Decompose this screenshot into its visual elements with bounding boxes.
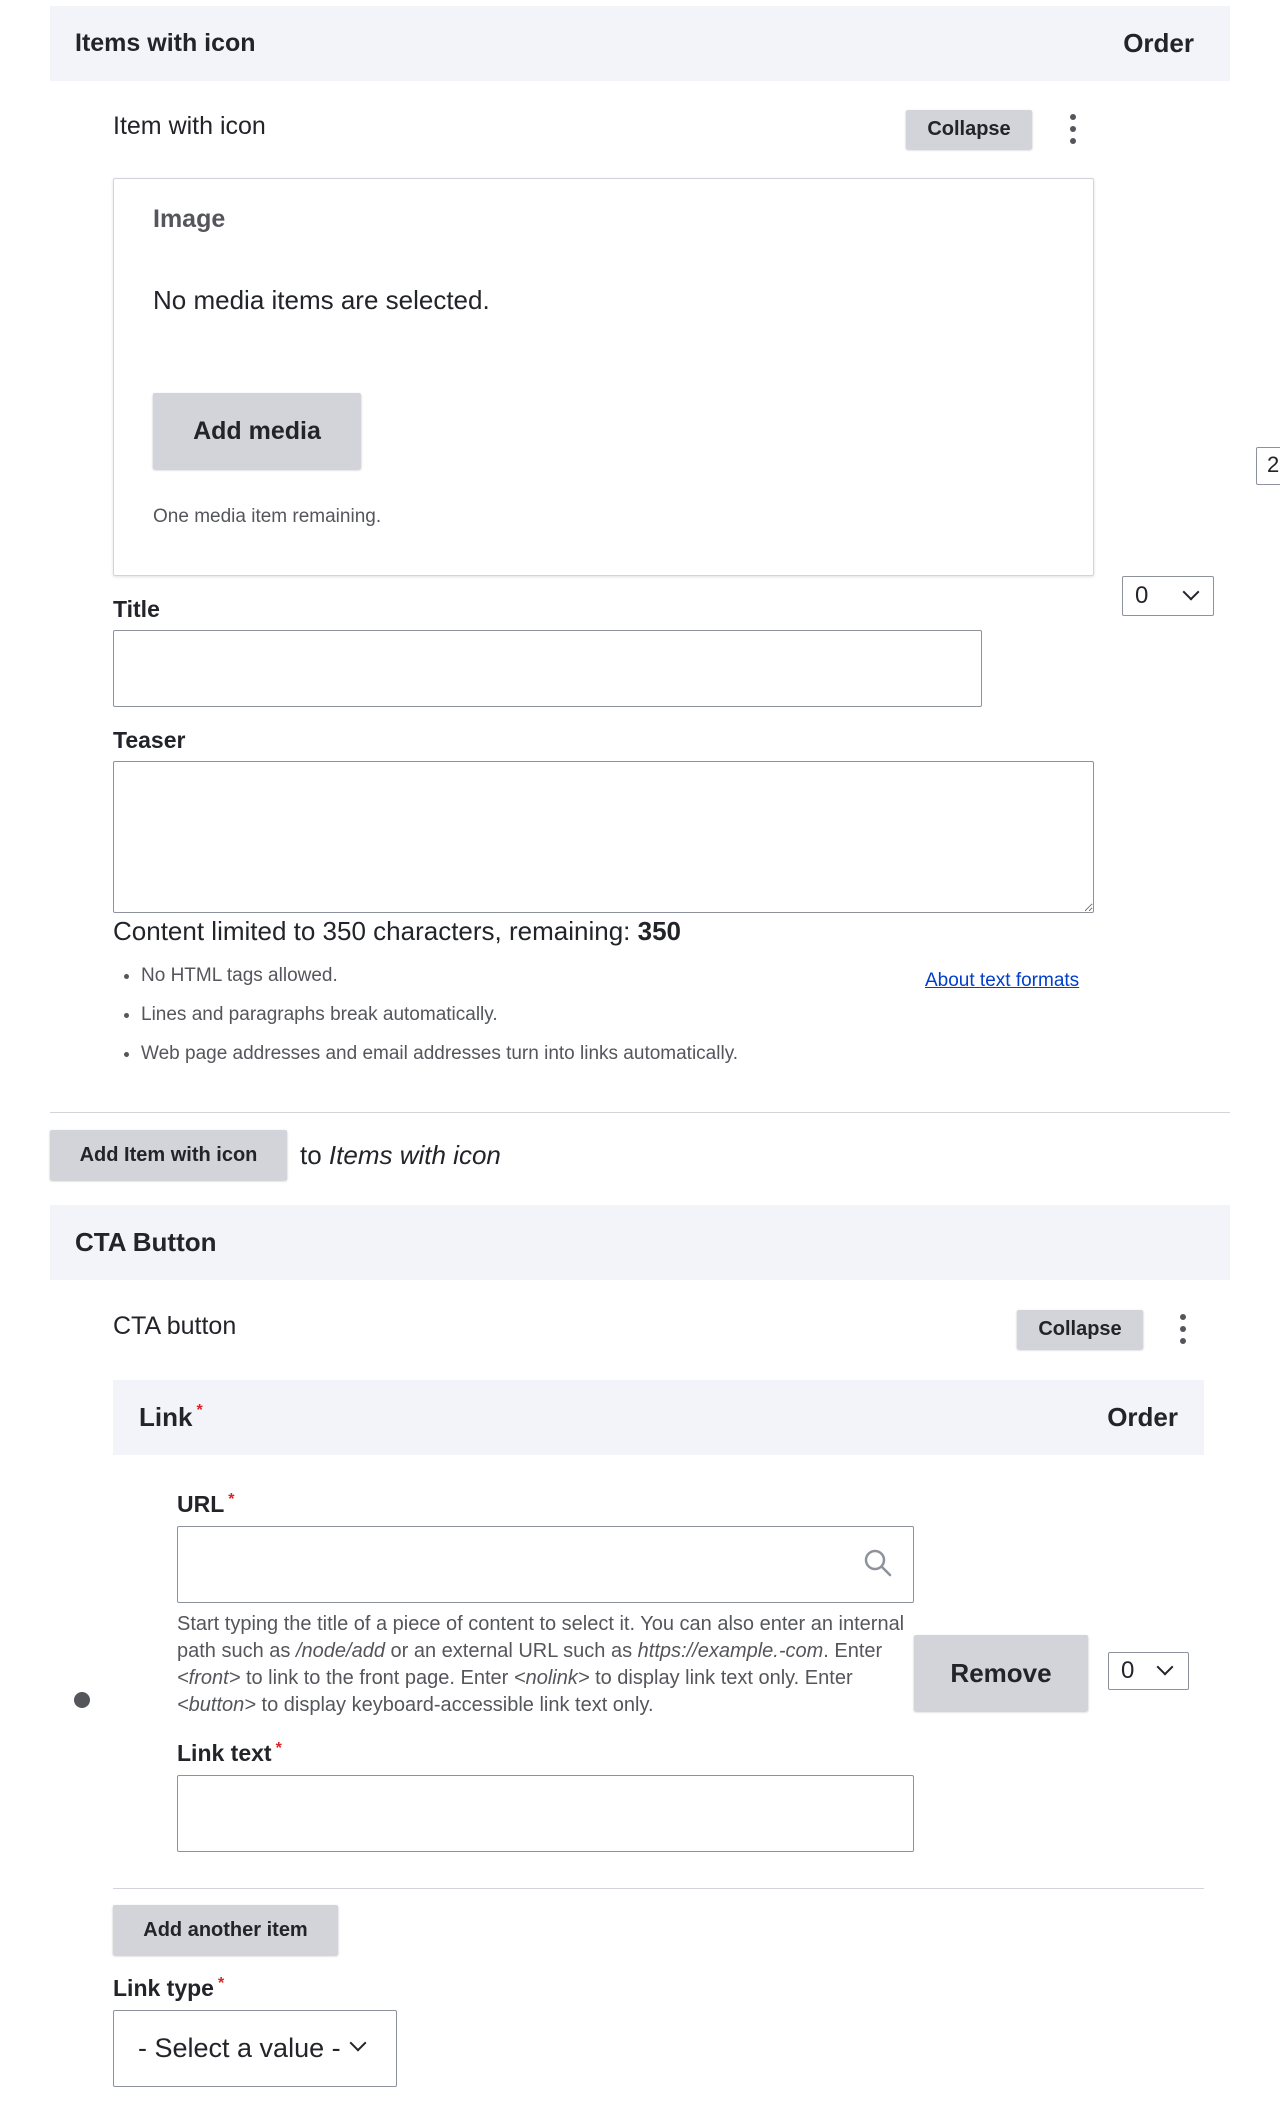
media-remaining-text: One media item remaining. bbox=[153, 506, 382, 527]
right-edge-weight-field[interactable] bbox=[1256, 447, 1280, 485]
add-another-item-button[interactable]: Add another item bbox=[113, 1905, 338, 1955]
no-media-message: No media items are selected. bbox=[153, 285, 490, 315]
link-text-input[interactable] bbox=[177, 1775, 914, 1852]
url-description-example: <nolink> bbox=[513, 1667, 590, 1689]
collapse-button[interactable]: Collapse bbox=[906, 110, 1032, 149]
format-tip: • No HTML tags allowed. bbox=[141, 964, 933, 988]
item-with-icon-title: Item with icon bbox=[113, 112, 266, 140]
add-item-to-text: to bbox=[300, 1140, 329, 1170]
url-description-example: /node/add bbox=[295, 1640, 385, 1662]
cta-more-options-icon[interactable] bbox=[1178, 1314, 1188, 1344]
chevron-down-icon bbox=[350, 2035, 367, 2052]
required-marker: * bbox=[228, 1491, 235, 1508]
teaser-textarea[interactable] bbox=[113, 761, 1094, 913]
cta-button-header bbox=[50, 1205, 1230, 1280]
cta-button-item-title: CTA button bbox=[113, 1312, 237, 1340]
url-description-text: to link to the front page. Enter bbox=[240, 1667, 514, 1689]
item-order-select[interactable] bbox=[1122, 576, 1214, 616]
required-marker: * bbox=[196, 1402, 203, 1419]
link-type-select[interactable] bbox=[113, 2010, 397, 2087]
link-order-heading: Order bbox=[1107, 1402, 1178, 1432]
image-fieldset-title: Image bbox=[153, 205, 226, 233]
text-format-tips bbox=[113, 964, 933, 1081]
add-item-target-text bbox=[300, 1140, 501, 1171]
link-type-selected: - Select a value - bbox=[138, 2033, 341, 2063]
url-description-text: Start typing the title of a piece of content to select it. You can also enter an internal path such as bbox=[177, 1613, 905, 1662]
link-type-label-text: Link type bbox=[113, 1975, 214, 2001]
cta-button-header-title: CTA Button bbox=[75, 1227, 217, 1257]
link-order-value: 0 bbox=[1121, 1657, 1135, 1684]
url-input[interactable] bbox=[177, 1526, 914, 1603]
image-fieldset bbox=[113, 178, 1094, 576]
character-limit-count: 350 bbox=[637, 916, 681, 946]
link-divider bbox=[113, 1888, 1204, 1889]
link-header-title bbox=[139, 1402, 203, 1433]
drag-handle-icon[interactable] bbox=[74, 1692, 90, 1708]
link-text-label bbox=[177, 1740, 282, 1767]
url-description-text: to display link text only. Enter bbox=[589, 1667, 853, 1689]
url-label-text: URL bbox=[177, 1491, 225, 1517]
add-item-with-icon-button[interactable]: Add Item with icon bbox=[50, 1130, 287, 1180]
character-limit-text bbox=[113, 916, 681, 947]
url-description bbox=[177, 1611, 917, 1719]
title-input[interactable] bbox=[113, 630, 982, 707]
format-tip: • Lines and paragraphs break automatically. bbox=[141, 1003, 933, 1027]
more-options-icon[interactable] bbox=[1068, 114, 1078, 144]
link-table-header bbox=[113, 1380, 1204, 1455]
add-item-target-name: Items with icon bbox=[328, 1140, 501, 1170]
add-media-button[interactable]: Add media bbox=[153, 393, 361, 469]
remove-button[interactable]: Remove bbox=[914, 1635, 1088, 1711]
format-tip: • Web page addresses and email addresses turn into links automatically. bbox=[141, 1042, 933, 1066]
link-header-label: Link bbox=[139, 1402, 193, 1432]
url-label bbox=[177, 1491, 235, 1518]
url-description-example: <button> bbox=[177, 1694, 256, 1716]
url-description-text: . Enter bbox=[823, 1640, 883, 1662]
chevron-down-icon bbox=[1157, 1659, 1174, 1676]
items-divider bbox=[50, 1112, 1230, 1113]
title-label: Title bbox=[113, 596, 160, 622]
teaser-label: Teaser bbox=[113, 727, 186, 753]
required-marker: * bbox=[217, 1975, 225, 1992]
link-text-label-text: Link text bbox=[177, 1740, 272, 1766]
right-edge-value: 2 bbox=[1267, 452, 1280, 477]
chevron-down-icon bbox=[1183, 584, 1200, 601]
items-with-icon-order-heading: Order bbox=[1123, 28, 1194, 58]
item-order-value: 0 bbox=[1135, 582, 1149, 609]
link-type-label bbox=[113, 1975, 224, 2002]
url-description-text: to display keyboard-accessible link text only. bbox=[255, 1694, 654, 1716]
url-description-example: <front> bbox=[177, 1667, 241, 1689]
link-order-select[interactable] bbox=[1108, 1652, 1189, 1690]
url-field-wrapper bbox=[177, 1526, 914, 1603]
required-marker: * bbox=[275, 1740, 282, 1757]
items-with-icon-header-title: Items with icon bbox=[75, 29, 256, 57]
items-with-icon-header bbox=[50, 6, 1230, 81]
search-icon bbox=[863, 1548, 893, 1578]
about-text-formats-link[interactable]: About text formats bbox=[925, 970, 1080, 991]
url-description-text: or an external URL such as bbox=[384, 1640, 638, 1662]
cta-collapse-button[interactable]: Collapse bbox=[1017, 1310, 1143, 1349]
character-limit-label: Content limited to 350 characters, remaining: bbox=[113, 916, 638, 946]
url-description-example: https://example.-com bbox=[637, 1640, 824, 1662]
